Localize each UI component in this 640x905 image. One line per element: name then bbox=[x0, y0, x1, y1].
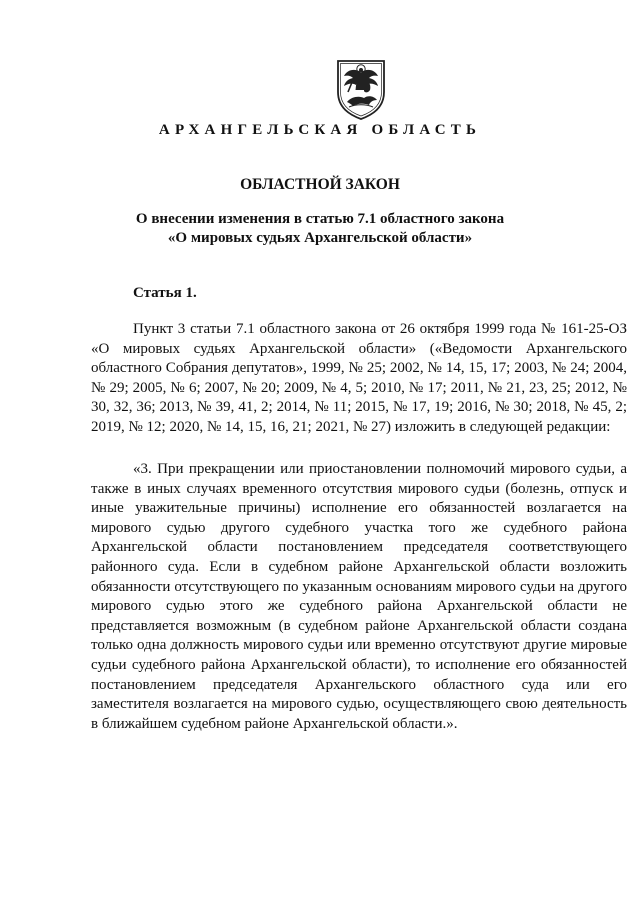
coat-of-arms-icon bbox=[334, 58, 388, 120]
article-heading: Статья 1. bbox=[133, 285, 197, 301]
paragraph-1 bbox=[91, 320, 627, 438]
paragraph-2-text: «3. При прекращении или приостановлении полномочий мирового судьи, а также в иных случаях временного отсутствия мирового судьи (болезнь, отпуск и иные уважительные причины) исполнение его обязанностей возлагается на мирового судью другого судебного участка того же судебного района Архангельской области постановлением председателя соответствующего районного суда. Если в судебном районе Архангельской области возложить обязанности отсутствующего по указанным основаниям мирового судьи на другого мирового судью этого же судебного района Архангельской области не представляется возможным (в судебном районе Архангельской области создана только одна должность мирового судьи или временно отсутствуют другие мировые судьи судебного района Архангельской области), то исполнение его обязанностей постановлением председателя Архангельского областного суда или его заместителя возлагается на мирового судью, осуществляющего свою деятельность в ближайшем судебном районе Архангельской области.». bbox=[91, 461, 627, 732]
paragraph-1-text: Пункт 3 статьи 7.1 областного закона от 26 октября 1999 года № 161-25-ОЗ «О мировых судьях Архангельской области» («Ведомости Архангельского областного Собрания депутатов», 1999, № 25; 2002, № 14, 15, 17; 2003, № 24; 2004, № 29; 2005, № 6; 2007, № 20; 2009, № 4, 5; 2010, № 17; 2011, № 21, 23, 25; 2012, № 30, 32, 36; 2013, № 39, 41, 2; 2014, № 11; 2015, № 17, 19; 2016, № 30; 2018, № 45, 2; 2019, № 12; 2020, № 14, 15, 16, 21; 2021, № 27) изложить в следующей редакции: bbox=[91, 321, 627, 435]
document-type: ОБЛАСТНОЙ ЗАКОН bbox=[240, 176, 400, 193]
title-line-1: О внесении изменения в статью 7.1 областного закона bbox=[135, 211, 505, 227]
region-name: АРХАНГЕЛЬСКАЯ ОБЛАСТЬ bbox=[158, 122, 482, 138]
paragraph-2 bbox=[91, 460, 627, 734]
document-title bbox=[100, 210, 540, 248]
title-line-2: «О мировых судьях Архангельской области» bbox=[167, 230, 473, 246]
